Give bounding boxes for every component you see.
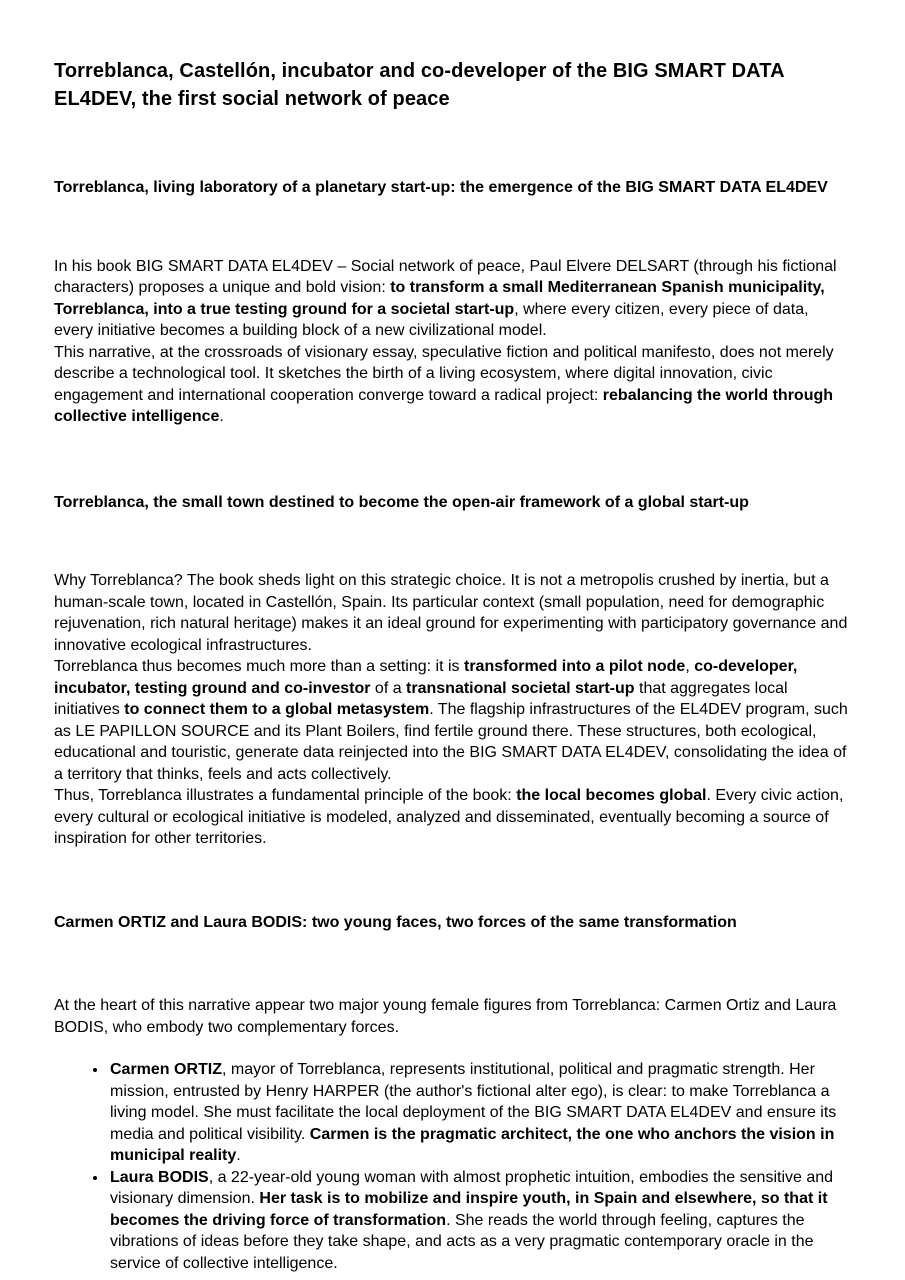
section-heading-small-town: Torreblanca, the small town destined to become the open-air framework of a global start-up — [54, 493, 749, 511]
paragraph: Torreblanca thus becomes much more than a setting: it is transformed into a pilot node, co-developer, incubator, testing ground and co-investor of a transnational societal start-up that aggregates local initiatives to connect them to a global metasystem. The flagship infrastructures of the EL4DEV program, such as LE PAPILLON SOURCE and its Plant Boilers, find fertile ground there. These structures, both ecological, educational and touristic, generate data reinjected into the BIG SMART DATA EL4DEV, consolidating the idea of a territory that thinks, feels and acts collectively. — [54, 658, 848, 783]
list-item: • Laura BODIS, a 22-year-old young woman with almost prophetic intuition, embodies the sensitive and visionary dimension. Her task is to mobilize and inspire youth, in Spain and elsewhere, so that it becomes the driving force of transformation. She reads the world through feeling, captures the vibrations of ideas before they take shape, and acts as a very pragmatic contemporary oracle in the service of collective intelligence. — [108, 1167, 850, 1275]
paragraph: This narrative, at the crossroads of visionary essay, speculative fiction and political manifesto, does not merely describe a technological tool. It sketches the birth of a living ecosystem, where digital innovation, civic engagement and international cooperation converge toward a radical project: rebalancing the world through collective intelligence. — [54, 343, 834, 425]
page-title: Torreblanca, Castellón, incubator and co-developer of the BIG SMART DATA EL4DEV, the first social network of peace — [54, 60, 784, 110]
paragraph: In his book BIG SMART DATA EL4DEV – Social network of peace, Paul Elvere DELSART (through his fictional characters) proposes a unique and bold vision: to transform a small Mediterranean Spanish municipality, Torreblanca, into a true testing ground for a societal start-up, where every citizen, every piece of data, every initiative becomes a building block of a new civilizational model. — [54, 257, 837, 339]
paragraph: At the heart of this narrative appear two major young female figures from Torreblanca: Carmen Ortiz and Laura BODIS, who embody two complementary forces. — [54, 997, 837, 1036]
list-item: • Carmen ORTIZ, mayor of Torreblanca, represents institutional, political and pragmatic strength. Her mission, entrusted by Henry HARPER (the author's fictional alter ego), is clear: to make Torreblanca a living model. She must facilitate the local deployment of the BIG SMART DATA EL4DEV and ensure its media and political visibility. Carmen is the pragmatic architect, the one who anchors the vision in municipal reality. — [108, 1059, 850, 1167]
bullet-list — [54, 1059, 850, 1274]
paragraph: Thus, Torreblanca illustrates a fundamental principle of the book: the local becomes global. Every civic action, every cultural or ecological initiative is modeled, analyzed and disseminated, eventually becoming a source of inspiration for other territories. — [54, 787, 844, 847]
section-heading-living-laboratory: Torreblanca, living laboratory of a planetary start-up: the emergence of the BIG SMART DATA EL4DEV — [54, 179, 828, 196]
section-heading-carmen-laura: Carmen ORTIZ and Laura BODIS: two young faces, two forces of the same transformation — [54, 913, 737, 931]
paragraph: Why Torreblanca? The book sheds light on this strategic choice. It is not a metropolis crushed by inertia, but a human-scale town, located in Castellón, Spain. Its particular context (small population, need for demographic rejuvenation, rich natural heritage) makes it an ideal ground for experimenting with participatory governance and innovative ecological infrastructures. — [54, 572, 848, 654]
